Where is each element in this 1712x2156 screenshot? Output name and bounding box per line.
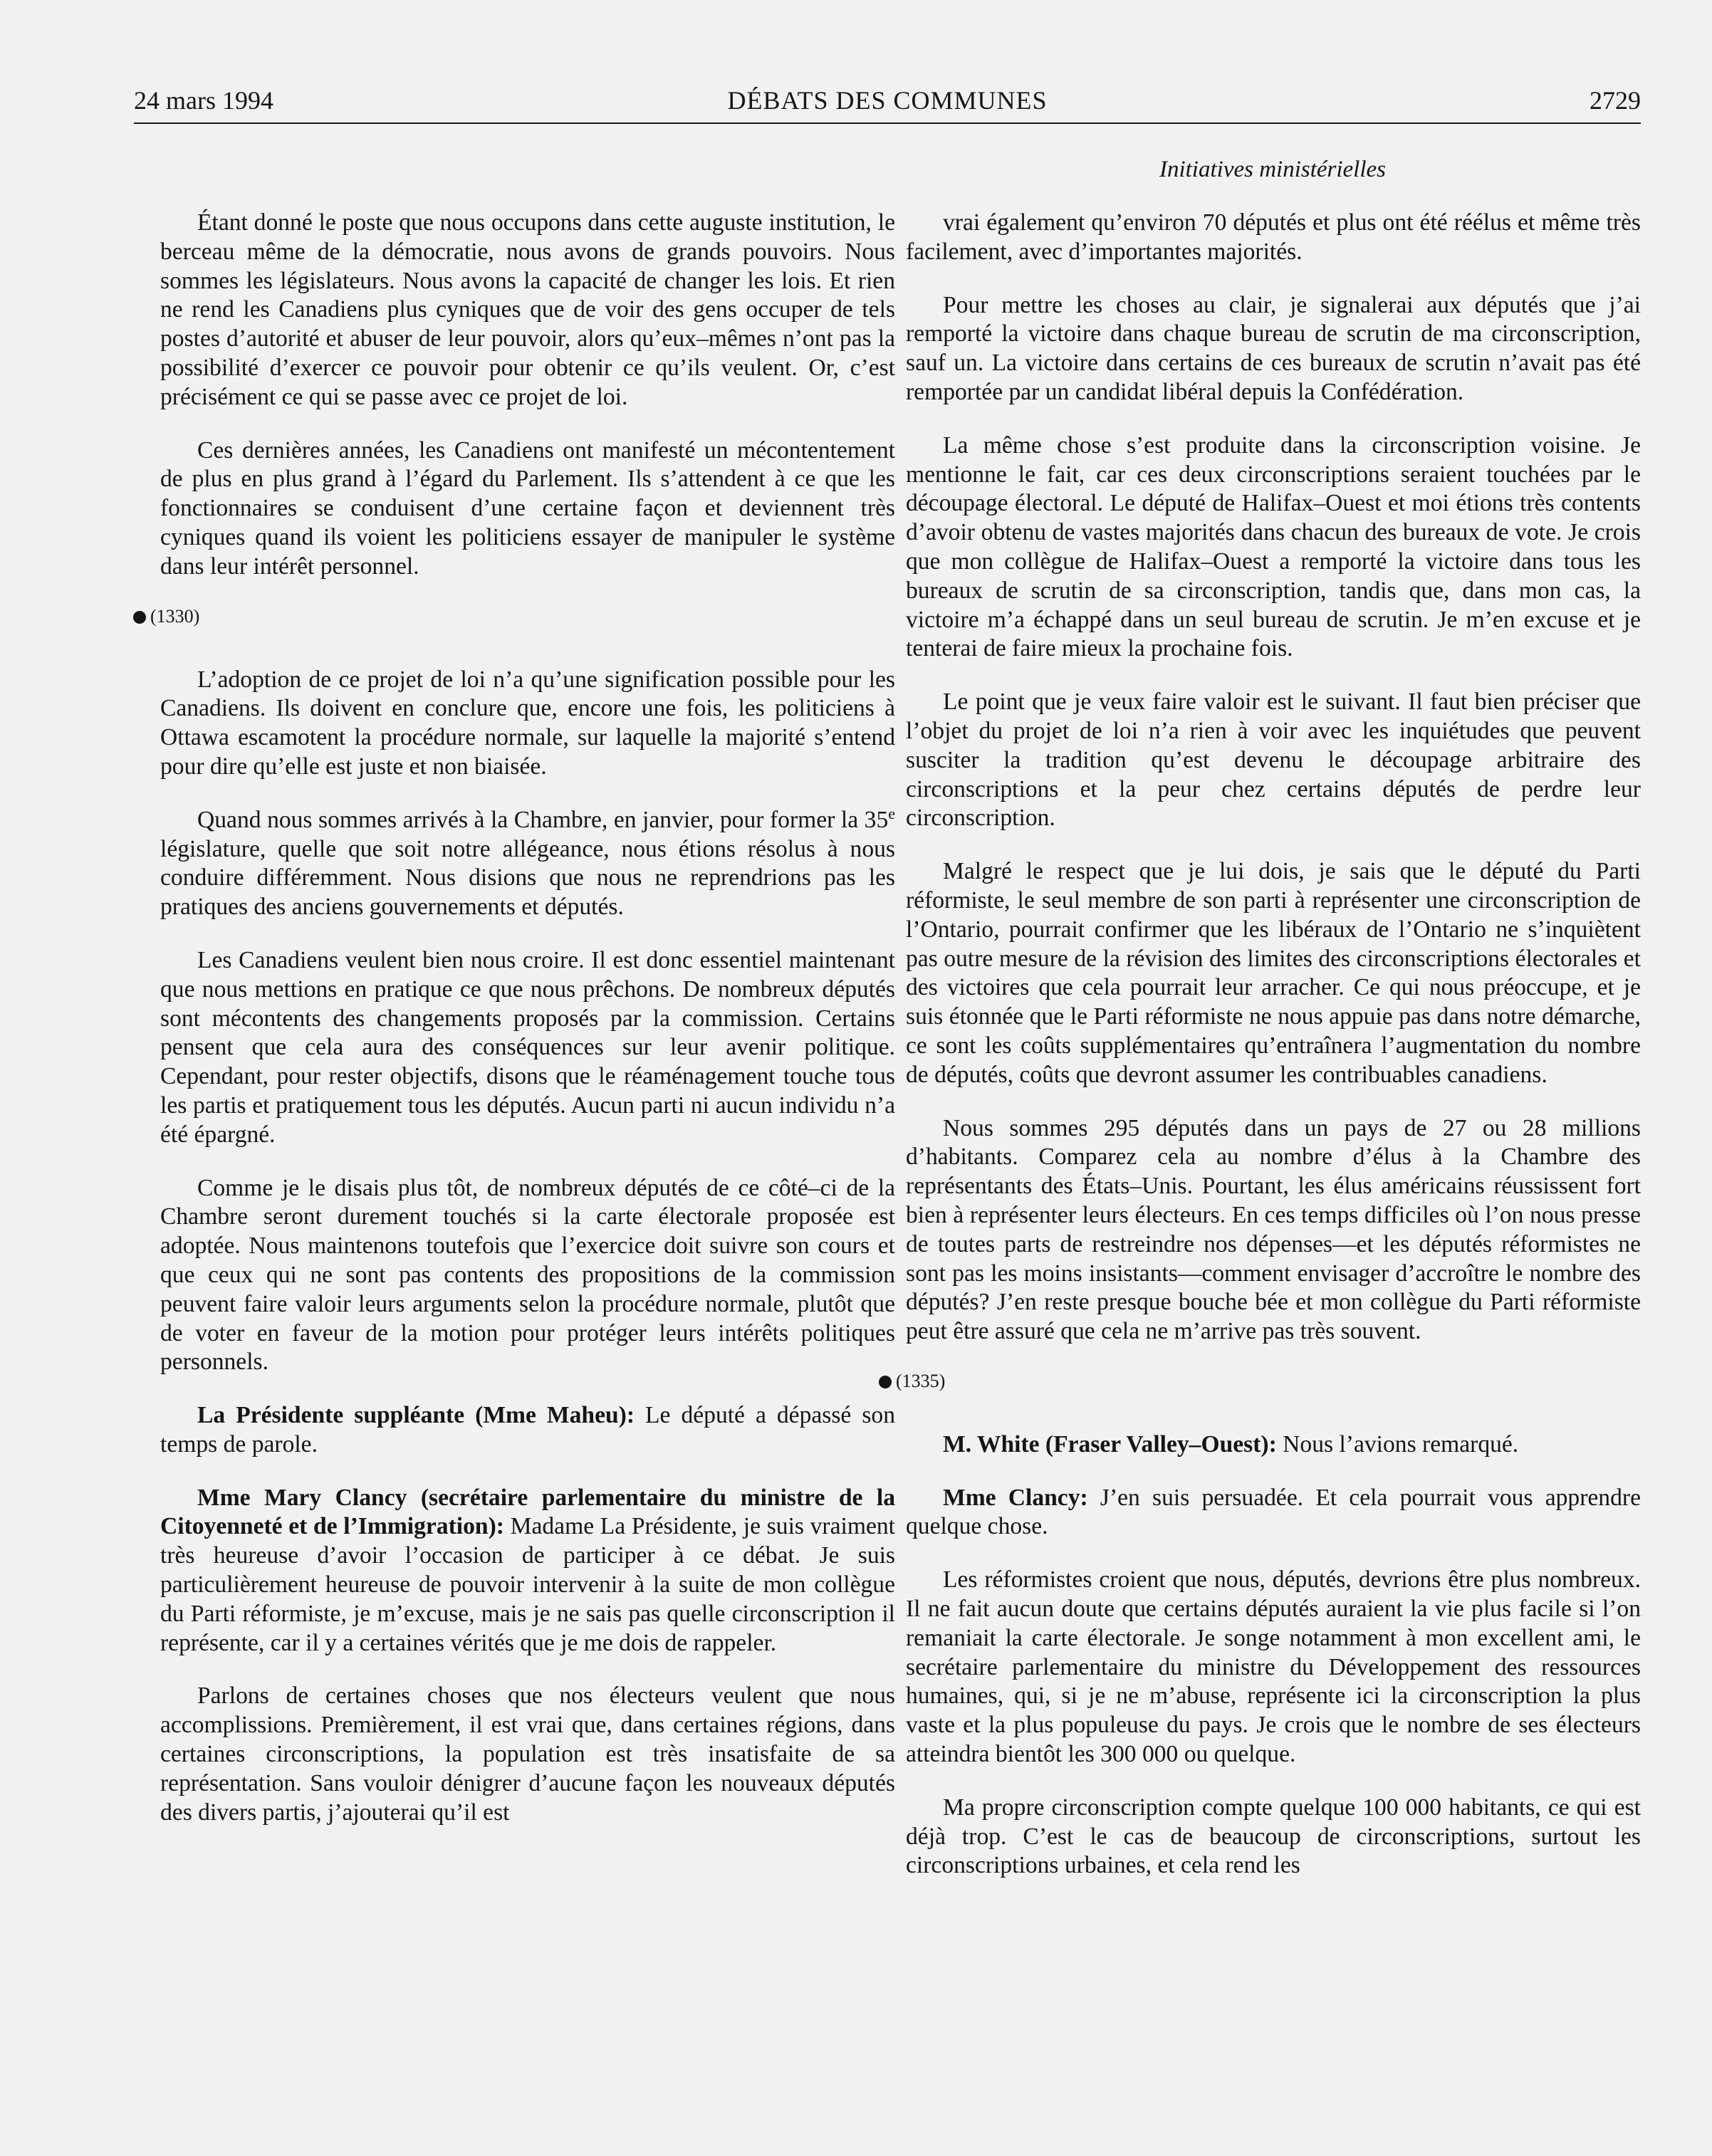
timestamp-text: (1330) bbox=[150, 605, 200, 627]
paragraph: Parlons de certaines choses que nos électeurs veulent que nous accomplissions. Premièrement, il est vrai que, dans certaines régions, dans certaines circonscriptions, la population est très insatisfaite de sa représentation. Sans vouloir dénigrer d’aucune façon les nouveaux députés des divers partis, j’ajouterai qu’il est bbox=[160, 1683, 895, 1826]
speaker-name: Mme Mary Clancy (secrétaire parlementaire du ministre de la Citoyenneté et de l’Immigration): bbox=[160, 1484, 895, 1540]
timestamp bbox=[879, 1371, 1641, 1392]
paragraph: L’adoption de ce projet de loi n’a qu’une signification possible pour les Canadiens. Ils doivent en conclure que, encore une fois, les politiciens à Ottawa escamotent la procédure normale, sur laquelle la majorité s’entend pour dire qu’elle est juste et non biaisée. bbox=[160, 666, 895, 780]
paragraph: Pour mettre les choses au clair, je signalerai aux députés que j’ai remporté la victoire dans chaque bureau de scrutin de ma circonscription, sauf un. La victoire dans certains de ces bureaux de scrutin n’avait pas été remportée par un candidat libéral depuis la Confédération. bbox=[906, 291, 1641, 405]
speech bbox=[906, 1430, 1641, 1460]
superscript: e bbox=[888, 804, 895, 822]
paragraph: Comme je le disais plus tôt, de nombreux députés de ce côté–ci de la Chambre seront durement touchés si la carte électorale proposée est adoptée. Nous maintenons toutefois que l’exercice doit suivre son cours et que ceux qui ne sont pas contents des propositions de la commission peuvent faire valoir leurs arguments selon la procédure normale, plutôt que de voter en faveur de la motion pour protéger leurs intérêts politiques personnels. bbox=[160, 1174, 895, 1376]
paragraph bbox=[160, 806, 895, 922]
right-column bbox=[896, 209, 1641, 1905]
paragraph: Ma propre circonscription compte quelque 100 000 habitants, ce qui est déjà trop. C’est le cas de beaucoup de circonscriptions, surtout les circonscriptions urbaines, et cela rend les bbox=[906, 1794, 1641, 1879]
speech bbox=[906, 1484, 1641, 1542]
speech bbox=[160, 1484, 895, 1658]
paragraph: Les Canadiens veulent bien nous croire. Il est donc essentiel maintenant que nous mettions en pratique ce que nous prêchons. De nombreux députés sont mécontents des changements proposés par la commission. Certains pensent que cela aura des conséquences sur leur avenir politique. Cependant, pour rester objectifs, disons que le réaménagement touche tous les partis et pratiquement tous les députés. Aucun parti ni aucun individu n’a été épargné. bbox=[160, 946, 895, 1148]
paragraph: Malgré le respect que je lui dois, je sais que le député du Parti réformiste, le seul membre de son parti à représenter une circonscription de l’Ontario, pourrait confirmer que les libéraux de l’Ontario ne s’inquiètent pas outre mesure de la révision des limites des circonscriptions électorales et des victoires que cela pourrait leur arracher. Ce qui nous préoccupe, et je suis étonnée que le Parti réformiste ne nous appuie pas dans notre démarche, ce sont les coûts supplémentaires qu’entraînera l’augmentation du nombre de députés, coûts que devront assumer les contribuables canadiens. bbox=[906, 858, 1641, 1088]
timestamp-text: (1335) bbox=[896, 1370, 946, 1391]
paragraph: Ces dernières années, les Canadiens ont manifesté un mécontentement de plus en plus grand à l’égard du Parlement. Ils s’attendent à ce que les fonctionnaires se conduisent d’une certaine façon et deviennent très cyniques quand ils voient les politiciens essayer de manipuler le système dans leur intérêt personnel. bbox=[160, 436, 895, 580]
timestamp bbox=[133, 606, 895, 627]
speech bbox=[160, 1401, 895, 1460]
speaker-name: La Présidente suppléante (Mme Maheu): bbox=[197, 1402, 635, 1429]
paragraph-text: législature, quelle que soit notre allégeance, nous étions résolus à nous conduire différemment. Nous disions que nous ne reprendrions pas les pratiques des anciens gouvernements et députés. bbox=[160, 835, 895, 921]
paragraph: La même chose s’est produite dans la circonscription voisine. Je mentionne le fait, car ces deux circonscriptions seraient touchées par le découpage électoral. Le député de Halifax–Ouest et moi étions très contents d’avoir obtenu de vastes majorités dans chacun des bureaux de vote. Je crois que mon collègue de Halifax–Ouest a remporté la victoire dans tous les bureaux de scrutin de sa circonscription, tandis que, dans mon cas, la victoire m’a échappé dans un seul bureau de scrutin. Je m’en excuse et je tenterai de faire mieux la prochaine fois. bbox=[906, 431, 1641, 662]
paragraph: Nous sommes 295 députés dans un pays de 27 ou 28 millions d’habitants. Comparez cela au nombre d’élus à la Chambre des représentants des États–Unis. Pourtant, les élus américains réussissent fort bien à représenter leurs électeurs. En ces temps difficiles où l’on nous presse de toutes parts de restreindre nos dépenses—et les députés réformistes ne sont pas les moins insistants—comment envisager d’accroître le nombre des députés? J’en reste presque bouche bée et mon collègue du Parti réformiste peut être assuré que cela ne m’arrive pas très souvent. bbox=[906, 1114, 1641, 1345]
page-number: 2729 bbox=[1590, 86, 1641, 115]
section-label: Initiatives ministérielles bbox=[1159, 157, 1387, 182]
speech-text: Madame La Présidente, je suis vraiment très heureuse d’avoir l’occasion de participer à ce débat. Je suis particulièrement heureuse de pouvoir intervenir à la suite de mon collègue du Parti réformiste, je m’excuse, mais je ne sais pas quelle circonscription il représente, car il y a certaines vérités que je me dois de rappeler. bbox=[160, 1513, 895, 1656]
header-date: 24 mars 1994 bbox=[134, 86, 273, 115]
paragraph: Le point que je veux faire valoir est le suivant. Il faut bien préciser que l’objet du projet de loi n’a rien à voir avec les inquiétudes que peuvent susciter la tradition qu’est devenu le découpage arbitraire des circonscriptions et la peur chez certains députés de perdre leur circonscription. bbox=[906, 689, 1641, 832]
paragraph: Étant donné le poste que nous occupons dans cette auguste institution, le berceau même de la démocratie, nous avons de grands pouvoirs. Nous sommes les législateurs. Nous avons la capacité de changer les lois. Et rien ne rend les Canadiens plus cyniques que de voir des gens occuper de tels postes d’autorité et abuser de leur pouvoir, alors qu’eux–mêmes n’ont pas la possibilité d’exercer ce pouvoir pour obtenir ce qu’ils veulent. Or, c’est précisément ce qui se passe avec ce projet de loi. bbox=[160, 209, 895, 410]
paragraph: Les réformistes croient que nous, députés, devrions être plus nombreux. Il ne fait aucun doute que certains députés auraient la vie plus facile si l’on remaniait la carte électorale. Je songe notamment à mon excellent ami, le secrétaire parlementaire du ministre du Développement des ressources humaines, qui, si je ne m’abuse, représente ici la circonscription la plus vaste et la plus populeuse du pays. Je crois que le nombre de ses électeurs atteindra bientôt les 300 000 ou quelque. bbox=[906, 1566, 1641, 1768]
bullet-icon bbox=[879, 1376, 892, 1388]
speech-text: J’en suis persuadée. Et cela pourrait vous apprendre quelque chose. bbox=[906, 1484, 1641, 1540]
speaker-name: Mme Clancy: bbox=[943, 1484, 1088, 1511]
header-title: DÉBATS DES COMMUNES bbox=[727, 86, 1048, 115]
bullet-icon bbox=[133, 611, 146, 624]
speech-text: Le député a dépassé son temps de parole. bbox=[160, 1402, 895, 1458]
speech-text: Nous l’avions remarqué. bbox=[1276, 1430, 1519, 1458]
left-column bbox=[150, 209, 895, 1851]
page-header bbox=[134, 78, 1641, 124]
paragraph: vrai également qu’environ 70 députés et plus ont été réélus et même très facilement, avec d’importantes majorités. bbox=[906, 209, 1641, 265]
paragraph-text: Quand nous sommes arrivés à la Chambre, en janvier, pour former la 35 bbox=[197, 806, 889, 833]
speaker-name: M. White (Fraser Valley–Ouest): bbox=[943, 1430, 1277, 1458]
